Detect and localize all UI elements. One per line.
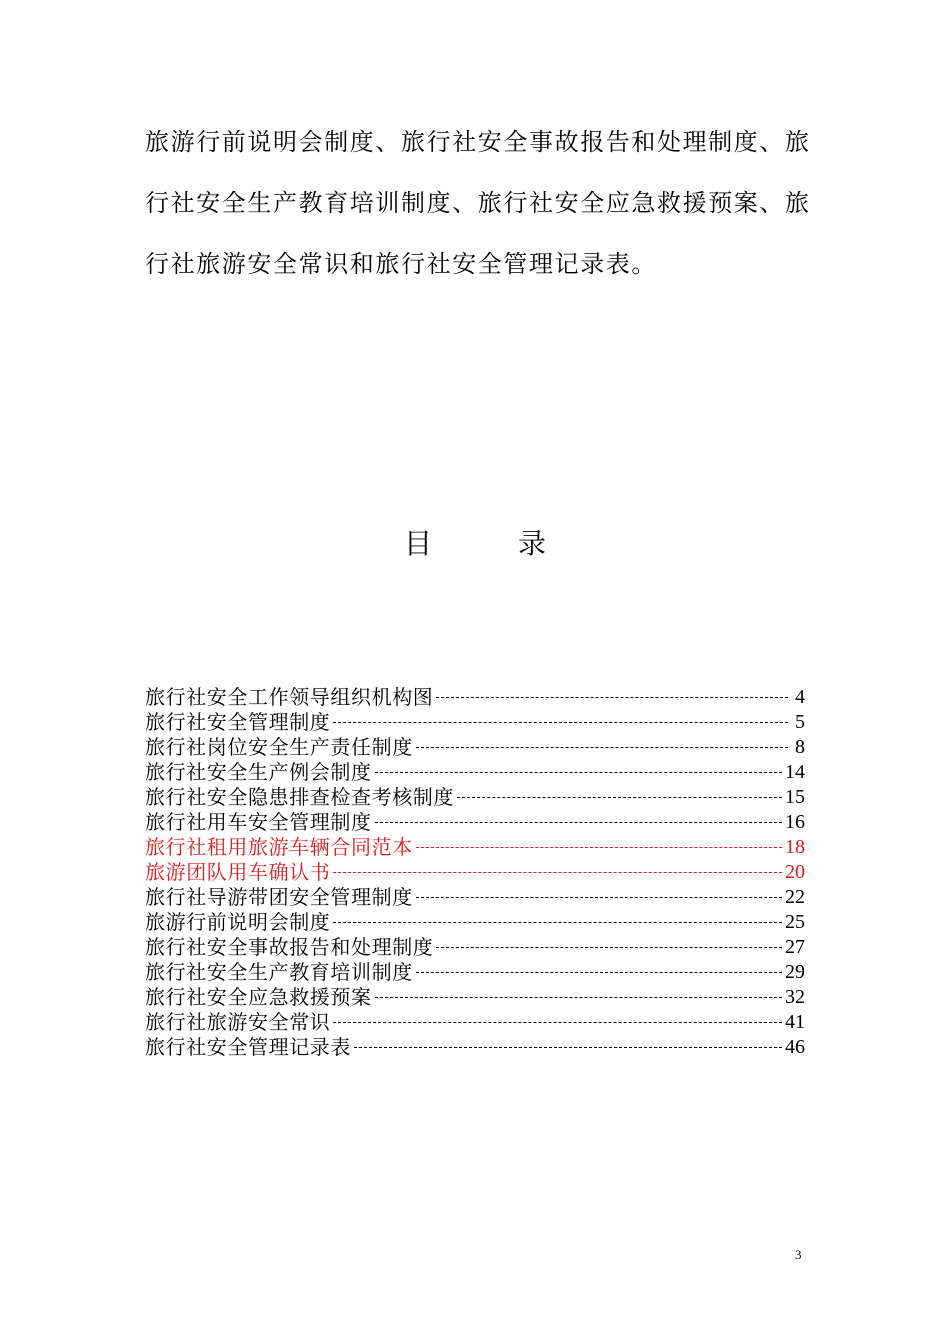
toc-leader <box>373 760 784 785</box>
toc-entry[interactable] <box>145 835 805 860</box>
table-of-contents <box>145 685 805 1060</box>
toc-leader <box>331 860 784 885</box>
toc-entry-page: 14 <box>785 761 805 783</box>
toc-entry-label: 旅行社租用旅游车辆合同范本 <box>145 835 413 859</box>
toc-entry[interactable] <box>145 960 805 985</box>
toc-entry[interactable] <box>145 885 805 910</box>
toc-title <box>0 526 950 566</box>
toc-entry[interactable] <box>145 760 805 785</box>
toc-entry-page: 41 <box>785 1011 805 1033</box>
toc-entry[interactable] <box>145 810 805 835</box>
toc-entry-label: 旅行社安全工作领导组织机构图 <box>145 685 434 709</box>
toc-entry-page: 8 <box>795 736 805 758</box>
toc-leader <box>414 960 784 985</box>
toc-entry-page: 46 <box>785 1036 805 1058</box>
toc-title-char-2: 录 <box>518 527 547 560</box>
toc-entry-label: 旅行社安全生产例会制度 <box>145 760 372 784</box>
toc-entry-page: 15 <box>785 786 805 808</box>
toc-entry[interactable] <box>145 1035 805 1060</box>
toc-entry[interactable] <box>145 1010 805 1035</box>
toc-entry-label: 旅行社安全事故报告和处理制度 <box>145 935 434 959</box>
toc-leader <box>331 1010 784 1035</box>
toc-leader <box>331 710 790 735</box>
toc-entry-label: 旅行社安全隐患排查检查考核制度 <box>145 785 454 809</box>
toc-entry-label: 旅行社安全管理制度 <box>145 710 331 734</box>
toc-entry-page: 27 <box>785 936 805 958</box>
toc-entry-page: 4 <box>795 686 805 708</box>
toc-leader <box>373 810 784 835</box>
toc-entry[interactable] <box>145 935 805 960</box>
toc-entry[interactable] <box>145 685 805 710</box>
toc-entry-label: 旅行社旅游安全常识 <box>145 1010 331 1034</box>
toc-entry-label: 旅行社导游带团安全管理制度 <box>145 885 413 909</box>
toc-leader <box>414 835 784 860</box>
toc-entry[interactable] <box>145 710 805 735</box>
toc-entry-label: 旅游团队用车确认书 <box>145 860 331 884</box>
toc-leader <box>434 685 790 710</box>
toc-leader <box>434 935 784 960</box>
toc-entry-page: 25 <box>785 911 805 933</box>
toc-entry[interactable] <box>145 860 805 885</box>
toc-entry[interactable] <box>145 910 805 935</box>
toc-leader <box>373 985 784 1010</box>
toc-entry-page: 16 <box>785 811 805 833</box>
toc-leader <box>331 910 784 935</box>
toc-entry-label: 旅行社岗位安全生产责任制度 <box>145 735 413 759</box>
toc-entry[interactable] <box>145 785 805 810</box>
toc-entry-page: 29 <box>785 961 805 983</box>
intro-line: 旅游行前说明会制度、旅行社安全事故报告和处理制度、旅 <box>145 128 811 156</box>
toc-leader <box>414 885 784 910</box>
toc-leader <box>414 735 790 760</box>
intro-line: 行社安全生产教育培训制度、旅行社安全应急救援预案、旅 <box>145 189 811 217</box>
toc-entry-page: 18 <box>785 836 805 858</box>
page-number: 3 <box>795 1247 802 1262</box>
intro-line: 行社旅游安全常识和旅行社安全管理记录表。 <box>145 250 657 278</box>
toc-entry-page: 22 <box>785 886 805 908</box>
toc-leader <box>455 785 784 810</box>
toc-entry-label: 旅行社安全生产教育培训制度 <box>145 960 413 984</box>
toc-entry[interactable] <box>145 985 805 1010</box>
toc-entry-label: 旅行社安全应急救援预案 <box>145 985 372 1009</box>
intro-paragraph <box>145 130 815 313</box>
toc-entry-label: 旅行社安全管理记录表 <box>145 1035 351 1059</box>
toc-title-char-1: 目 <box>403 527 432 560</box>
toc-entry-label: 旅行社用车安全管理制度 <box>145 810 372 834</box>
toc-entry-label: 旅游行前说明会制度 <box>145 910 331 934</box>
toc-leader <box>352 1035 784 1060</box>
toc-entry-page: 20 <box>785 861 805 883</box>
toc-entry-page: 32 <box>785 986 805 1008</box>
toc-entry-page: 5 <box>795 711 805 733</box>
toc-entry[interactable] <box>145 735 805 760</box>
